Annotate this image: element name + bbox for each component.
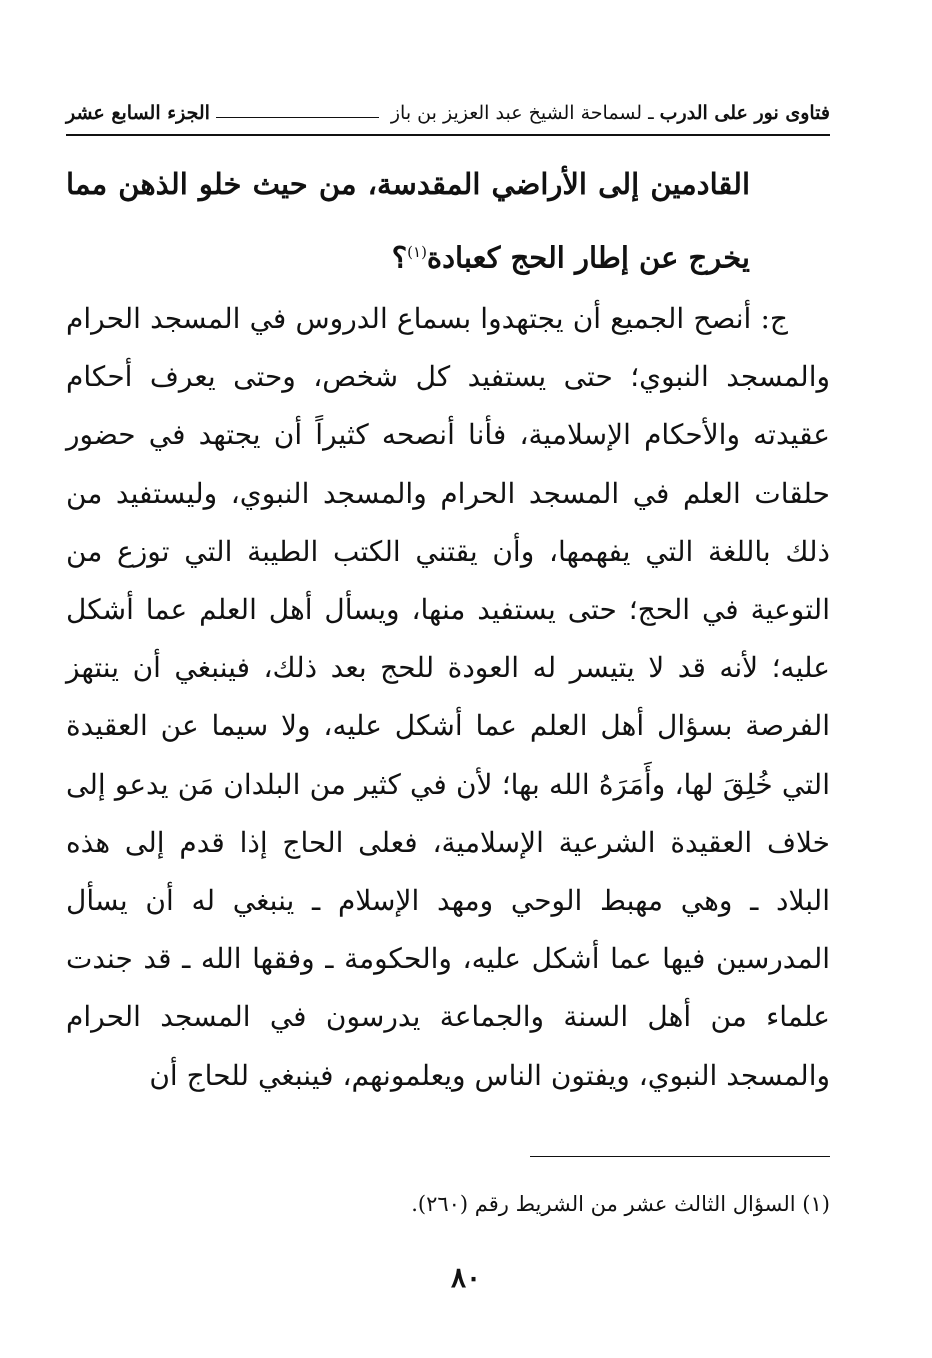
- header-underline: [66, 134, 830, 136]
- footnote: (١) السؤال الثالث عشر من الشريط رقم (٢٦٠).: [411, 1192, 830, 1216]
- header-rule: [216, 117, 379, 118]
- volume-title: الجزء السابع عشر: [66, 102, 210, 124]
- page-number: ٨٠: [450, 1261, 482, 1294]
- answer-paragraph: ج: أنصح الجميع أن يجتهدوا بسماع الدروس في المسجد الحرام والمسجد النبوي؛ حتى يستفيد كل شخص، وحتى يعرف أحكام عقيدته والأحكام الإسلامية، فأنا أنصحه كثيراً أن يجتهد في حضور حلقات العلم في المسجد الحرام والمسجد النبوي، وليستفيد من ذلك باللغة التي يفهمها، وأن يقتني الكتب الطيبة التي توزع من التوعية في الحج؛ حتى يستفيد منها، ويسأل أهل العلم عما أشكل عليه؛ لأنه قد لا يتيسر له العودة للحج بعد ذلك، فينبغي أن ينتهز الفرصة بسؤال أهل العلم عما أشكل عليه، ولا سيما عن العقيدة التي خُلِقَ لها، وأَمَرَهُ الله بها؛ لأن في كثير من البلدان مَن يدعو إلى خلاف العقيدة الشرعية الإسلامية، فعلى الحاج إذا قدم إلى هذه البلاد ـ وهي مهبط الوحي ومهد الإسلام ـ ينبغي له أن يسأل المدرسين فيها عما أشكل عليه، والحكومة ـ وفقها الله ـ قد جندت علماء من أهل السنة والجماعة يدرسون في المسجد الحرام والمسجد النبوي، ويفتون الناس ويعلمونهم، فينبغي للحاج أن: [66, 302, 831, 1092]
- question-mark: ؟: [391, 240, 408, 275]
- question-text: [66, 150, 830, 292]
- footnote-ref: (١): [407, 243, 427, 261]
- author-name: لسماحة الشيخ عبد العزيز بن باز: [390, 102, 643, 124]
- book-title: فتاوى نور على الدرب: [659, 102, 830, 124]
- question-body: القادمين إلى الأراضي المقدسة، من حيث خلو الذهن مما يخرج عن إطار الحج كعبادة: [66, 167, 750, 275]
- footnote-separator: [530, 1156, 830, 1157]
- header-dash: ـ: [648, 102, 654, 124]
- running-header: [66, 96, 830, 130]
